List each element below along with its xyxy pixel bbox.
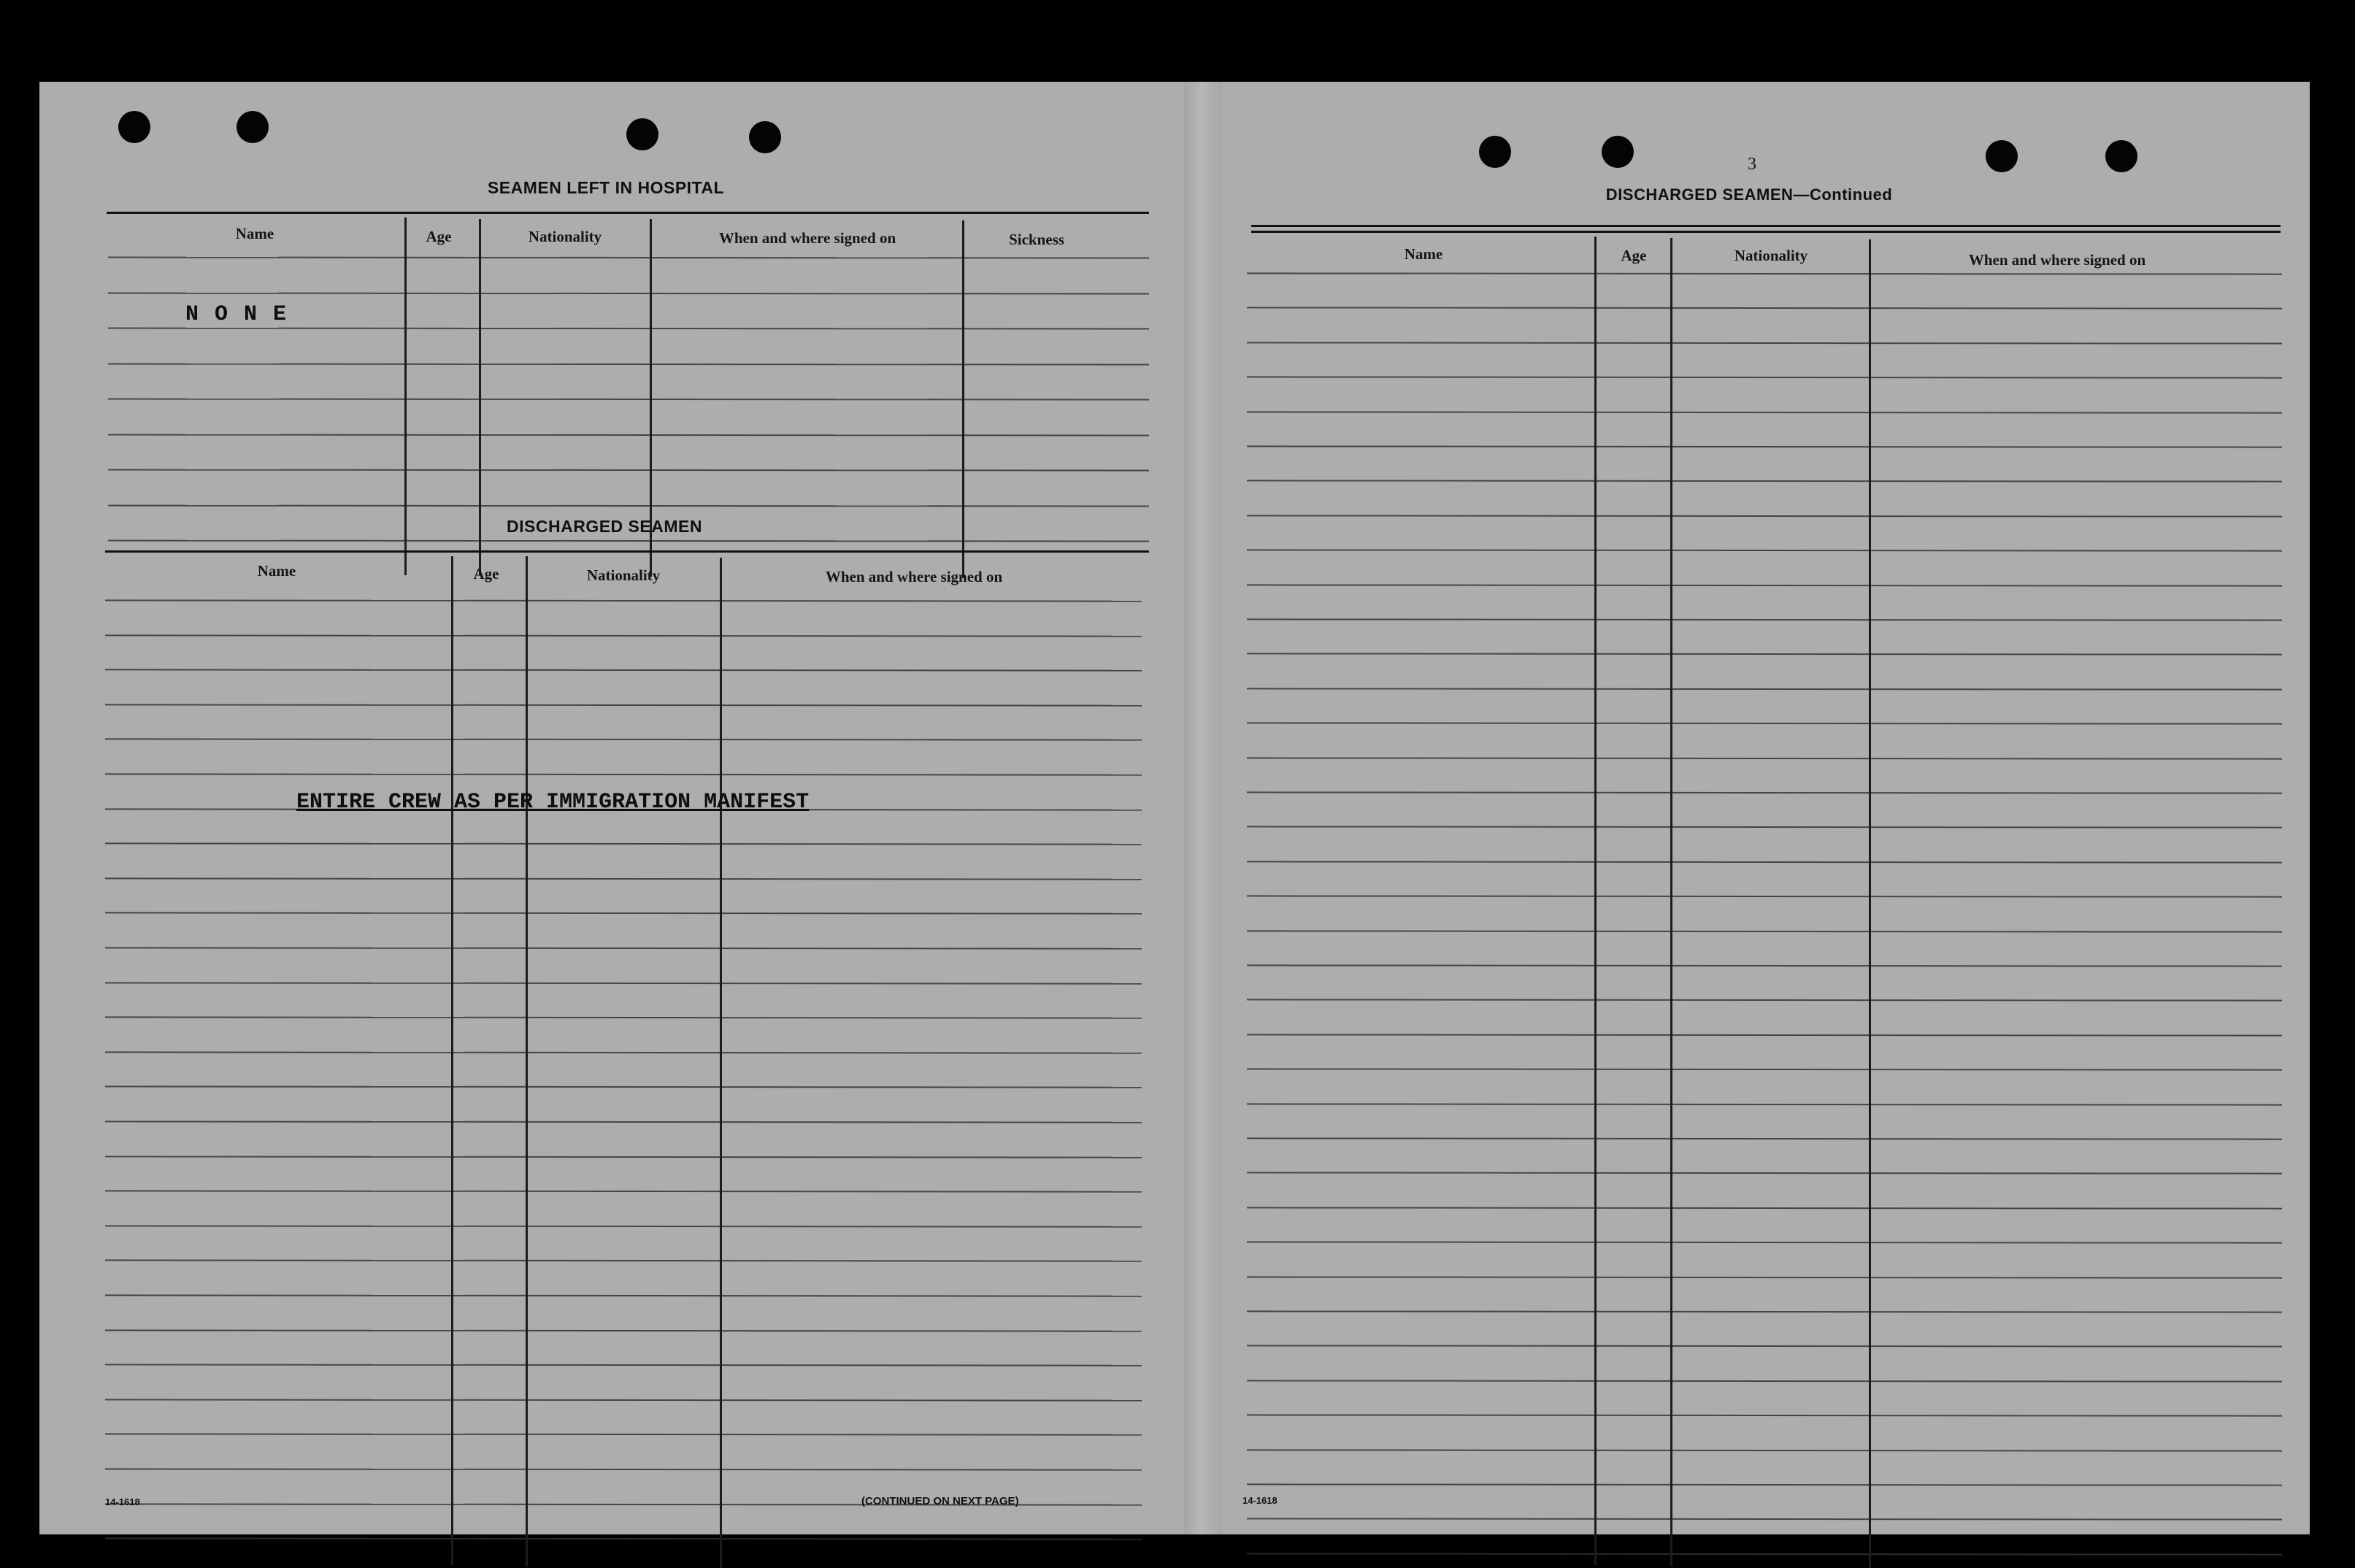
punch-hole — [237, 111, 269, 143]
ruled-line — [1247, 861, 2282, 863]
ruled-line — [105, 1259, 1142, 1261]
ruled-line — [1247, 1068, 2282, 1070]
ruled-line — [105, 669, 1142, 671]
ruled-line — [105, 1433, 1142, 1435]
punch-hole — [1986, 140, 2018, 172]
ruled-line — [105, 1329, 1142, 1331]
ruled-line — [1247, 1345, 2282, 1347]
ruled-line — [105, 634, 1142, 637]
hospital-col-sickness: Sickness — [1009, 231, 1064, 248]
ruled-line — [1247, 1483, 2282, 1486]
ruled-line — [108, 364, 1149, 366]
page-number: 3 — [1748, 155, 1756, 174]
continued-divider — [1670, 238, 1672, 1567]
ruled-line — [108, 469, 1149, 472]
ruled-line — [1247, 1518, 2282, 1520]
ruled-line — [1247, 1103, 2282, 1105]
ruled-line — [1247, 1172, 2282, 1174]
ruled-line — [1247, 1310, 2282, 1313]
page-fold — [1184, 82, 1222, 1534]
discharged-divider — [451, 556, 453, 1565]
ruled-line — [108, 540, 1149, 542]
ruled-line — [1247, 342, 2282, 344]
ruled-line — [108, 328, 1149, 330]
continued-col-signed-on: When and where signed on — [1968, 251, 2146, 269]
ruled-line — [1247, 999, 2282, 1001]
ruled-line — [1247, 826, 2282, 828]
ruled-line — [1247, 584, 2282, 586]
document-sheet — [39, 82, 2310, 1534]
discharged-divider — [720, 558, 722, 1568]
ruled-line — [105, 1190, 1142, 1192]
ruled-line — [105, 738, 1142, 740]
ruled-line — [1247, 1449, 2282, 1451]
punch-hole — [2105, 140, 2137, 172]
ruled-line — [105, 1016, 1142, 1018]
ruled-line — [1247, 307, 2282, 309]
ruled-line — [105, 1399, 1142, 1401]
hospital-table-top-rule — [107, 212, 1149, 214]
ruled-line — [1247, 1207, 2282, 1209]
continued-col-nationality: Nationality — [1734, 247, 1808, 264]
continued-col-name: Name — [1404, 245, 1443, 263]
ruled-line — [105, 947, 1142, 949]
hospital-divider — [404, 218, 407, 575]
ruled-line — [1247, 480, 2282, 482]
ruled-line — [105, 912, 1142, 914]
ruled-line — [108, 399, 1149, 401]
continued-divider — [1869, 239, 1871, 1568]
continued-col-age: Age — [1621, 247, 1647, 264]
ruled-line — [1247, 653, 2282, 655]
ruled-line — [105, 1537, 1142, 1540]
ruled-line — [1247, 964, 2282, 966]
ruled-line — [105, 704, 1142, 706]
ruled-line — [1247, 930, 2282, 932]
hospital-divider — [479, 219, 481, 575]
punch-hole — [1602, 136, 1634, 168]
ruled-line — [105, 877, 1142, 880]
ruled-line — [105, 599, 1142, 602]
ruled-line — [108, 293, 1149, 295]
ruled-line — [1247, 1034, 2282, 1036]
ruled-line — [1247, 445, 2282, 447]
hospital-col-name: Name — [235, 225, 274, 242]
ruled-line — [1247, 549, 2282, 551]
ruled-line — [1247, 757, 2282, 759]
discharged-table-top-rule — [105, 550, 1149, 553]
hospital-entry-none: N O N E — [185, 302, 288, 327]
ruled-line — [105, 1156, 1142, 1158]
continued-table-top-rule — [1251, 231, 2281, 233]
punch-hole — [1479, 136, 1511, 168]
ruled-line — [1247, 1414, 2282, 1416]
ruled-line — [1247, 791, 2282, 793]
hospital-col-age: Age — [426, 228, 452, 245]
continued-divider — [1594, 237, 1597, 1565]
hospital-section-title: SEAMEN LEFT IN HOSPITAL — [487, 178, 725, 197]
ruled-line — [1247, 272, 2282, 274]
discharged-section-title: DISCHARGED SEAMEN — [507, 517, 702, 536]
discharged-col-nationality: Nationality — [586, 566, 661, 584]
punch-hole — [749, 121, 781, 153]
ruled-line — [1247, 411, 2282, 413]
punch-hole — [118, 111, 150, 143]
ruled-line — [105, 842, 1142, 845]
ruled-line — [1247, 618, 2282, 620]
hospital-col-signed-on: When and where signed on — [718, 229, 896, 247]
ruled-line — [1247, 1380, 2282, 1382]
discharged-entry: ENTIRE CREW AS PER IMMIGRATION MANIFEST — [296, 790, 810, 815]
hospital-divider — [962, 220, 964, 578]
ruled-line — [105, 1468, 1142, 1470]
discharged-col-age: Age — [473, 565, 499, 583]
discharged-col-signed-on: When and where signed on — [825, 568, 1003, 585]
punch-hole — [626, 118, 658, 150]
hospital-col-nationality: Nationality — [528, 228, 602, 245]
ruled-line — [105, 1085, 1142, 1088]
ruled-line — [1247, 895, 2282, 897]
discharged-divider — [526, 556, 528, 1567]
ruled-line — [1247, 515, 2282, 517]
left-form-number: 14-1618 — [105, 1496, 140, 1507]
continued-note: (CONTINUED ON NEXT PAGE) — [861, 1495, 1019, 1507]
ruled-line — [105, 1121, 1142, 1123]
ruled-line — [1247, 688, 2282, 690]
ruled-line — [1247, 722, 2282, 724]
ruled-line — [105, 1364, 1142, 1366]
ruled-line — [105, 982, 1142, 984]
continued-section-title: DISCHARGED SEAMEN—Continued — [1605, 185, 1893, 204]
ruled-line — [108, 257, 1149, 259]
ruled-line — [108, 505, 1149, 507]
ruled-line — [105, 1051, 1142, 1053]
ruled-line — [105, 1294, 1142, 1296]
ruled-line — [105, 1225, 1142, 1227]
continued-table-top-rule — [1251, 225, 2281, 227]
ruled-line — [108, 434, 1149, 437]
ruled-line — [105, 773, 1142, 775]
discharged-col-name: Name — [257, 562, 296, 580]
right-form-number: 14-1618 — [1242, 1495, 1278, 1506]
ruled-line — [1247, 1553, 2282, 1555]
ruled-line — [1247, 1137, 2282, 1140]
ruled-line — [1247, 1276, 2282, 1278]
ruled-line — [1247, 1241, 2282, 1243]
ruled-line — [1247, 376, 2282, 378]
